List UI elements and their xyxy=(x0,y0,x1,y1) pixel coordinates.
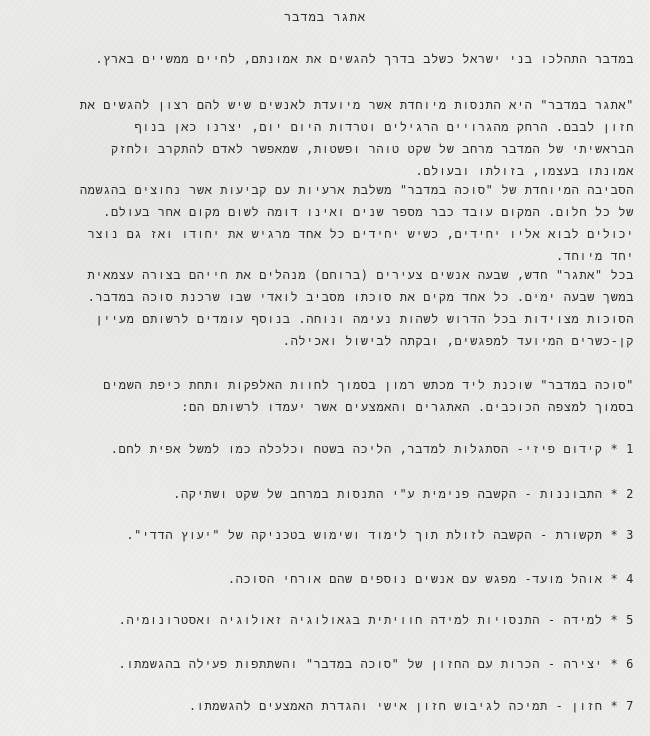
paragraph2-line-1: הסביבה המיוחדת של "סוכה במדבר" משלבת ארעיות עם קביעות אשר נחוצים בהגשמה xyxy=(79,183,634,197)
list-item xyxy=(126,526,634,544)
intro-line: במדבר התהלכו בני ישראל כשלב בדרך להגשים את אמונתם, לחיים ממשיים בארץ. xyxy=(95,52,634,66)
paragraph1-line-2: חזון לבבם. הרחק מהגרויים הרגילים וטרדות היום יום, יצרנו כאן בנוף xyxy=(134,120,634,134)
list-item xyxy=(119,611,634,629)
paragraph1-line-3: הבראשיתי של המדבר מרחב של שקט טוהר ופשטות, שמאפשר לאדם להתקרב ולחזק xyxy=(111,142,634,156)
paragraph2-line-3: יכולים לבוא אליו יחידים, כשיש יחידים כל אחד מרגיש את יחודו ואז גם נוצר xyxy=(87,227,634,241)
paragraph1-line-1: "אתגר במדבר" היא התנסות מיוחדת אשר מיועדת לאנשים שיש להם רצון להגשים את xyxy=(79,98,634,112)
list-item-number: 1 * xyxy=(610,442,634,456)
list-item-number: 4 * xyxy=(610,572,634,586)
paragraph3-line-4: קן-כשרים המיועד למפגשים, ובקתה לבישול ואכילה. xyxy=(282,334,634,348)
list-item-number: 3 * xyxy=(610,528,634,542)
page-title: אתגר במדבר xyxy=(283,10,367,24)
paragraph4-line-2: בסמוך למצפה הכוכבים. האתגרים והאמצעים אשר יעמדו לרשותם הם: xyxy=(181,400,634,414)
list-item xyxy=(119,655,635,673)
paragraph2-line-4: יחד מיוחד. xyxy=(555,249,634,263)
list-item-text: יצירה - הכרות עם החזון של "סוכה במדבר" והשתתפות פעילה בהגשמתו. xyxy=(118,657,603,671)
paragraph2-line-2: של כל חלום. המקום עובד כבר מספר שנים ואינו דומה לשום מקום אחר בעולם. xyxy=(103,205,634,219)
list-item-text: התבוננות - הקשבה פנימית ע"י התנסות במרחב של שקט ושתיקה. xyxy=(173,487,603,501)
list-item-text: קידום פיזי- הסתגלות למדבר, הליכה בשטח וכלכלה כמו למשל אפית לחם. xyxy=(110,442,603,456)
list-item xyxy=(111,440,634,458)
list-item xyxy=(173,485,634,503)
list-item-text: חזון - תמיכה לגיבוש חזון אישי והגדרת האמצעים להגשמתו. xyxy=(188,699,603,713)
paragraph4-line-1: "סוכה במדבר" שוכנת ליד מכתש רמון בסמוך לחוות האלפקות ותחת כיפת השמים xyxy=(103,378,634,392)
list-item-number: 6 * xyxy=(610,657,634,671)
paragraph3-line-2: במשך שבעה ימים. כל אחד מקים את סוכתו מסביב לואדי שבו שרכנת סוכה במדבר. xyxy=(87,290,634,304)
list-item-text: אוהל מועד- מפגש עם אנשים נוספים שהם אורחי הסוכה. xyxy=(227,572,603,586)
paragraph3-line-1: בכל "אתגר" חדש, שבעה אנשים צעירים (ברוחם) מנהלים את חייהם בצורה עצמאית xyxy=(87,268,634,282)
list-item xyxy=(228,570,634,588)
paragraph3-line-3: הסוכות מצוידות בכל הדרוש לשהות נעימה ונוחה. בנוסף עומדים לרשותם מעיין xyxy=(95,312,634,326)
list-item-number: 5 * xyxy=(610,613,634,627)
paragraph1-line-4: אמונתו בעצמו, בזולתו ובעולם. xyxy=(415,164,634,178)
list-item-text: תקשורת - הקשבה לזולת תוך לימוד ושימוש בטכניקה של "יעוץ הדדי". xyxy=(126,528,603,542)
list-item xyxy=(189,697,634,715)
list-item-number: 2 * xyxy=(610,487,634,501)
list-item-text: למידה - התנסויות למידה חוויתית בגאולוגיה זאולוגיה ואסטרונומיה. xyxy=(118,613,603,627)
list-item-number: 7 * xyxy=(610,699,634,713)
